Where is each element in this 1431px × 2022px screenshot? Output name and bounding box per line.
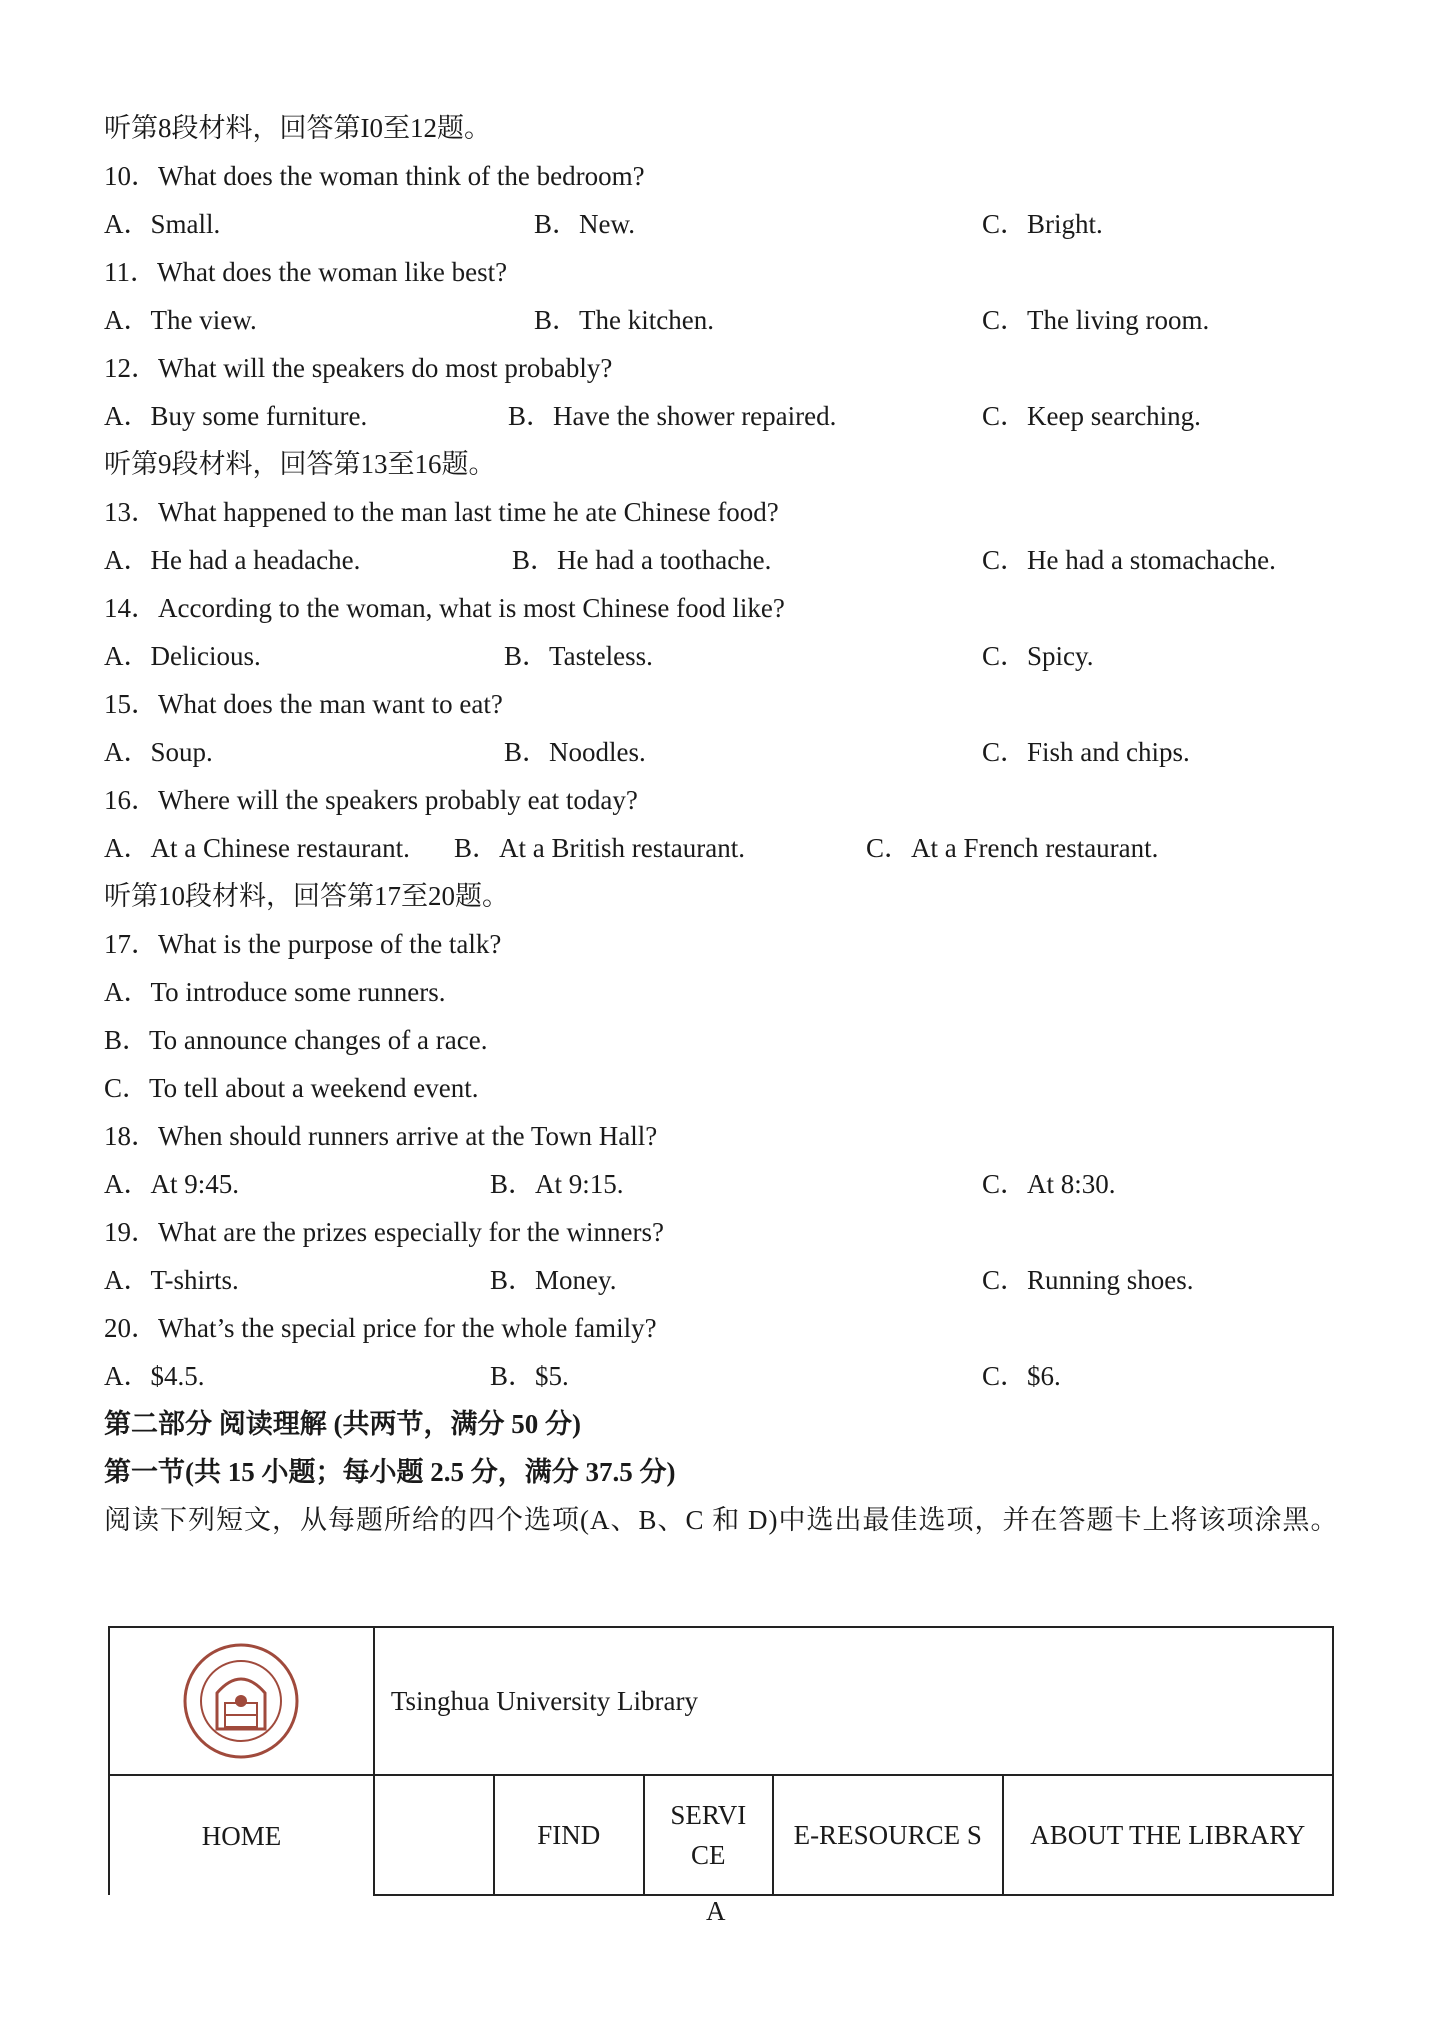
library-header-table	[108, 1626, 1334, 1896]
question-18-option-a: A．At 9:45.	[104, 1169, 239, 1199]
question-10-option-a: A．Small.	[104, 209, 221, 239]
question-19-stem: 19．What are the prizes especially for the winners?	[104, 1217, 665, 1247]
question-17-option-b: B．To announce changes of a race.	[104, 1025, 488, 1055]
part-2-instruction: 阅读下列短文，从每题所给的四个选项(A、B、C 和 D)中选出最佳选项，并在答题卡上将该项涂黑。	[104, 1505, 1339, 1535]
question-19-option-c: C．Running shoes.	[982, 1265, 1194, 1295]
question-10-option-b: B．New.	[534, 209, 635, 239]
question-16-stem: 16．Where will the speakers probably eat today?	[104, 785, 638, 815]
library-logo-cell	[109, 1627, 374, 1775]
nav-about-the-library[interactable]: ABOUT THE LIBRARY	[1003, 1775, 1334, 1895]
question-11-stem: 11．What does the woman like best?	[104, 257, 508, 287]
question-20-stem: 20．What’s the special price for the whole family?	[104, 1313, 657, 1343]
question-13-option-c: C．He had a stomachache.	[982, 545, 1276, 575]
question-17-option-a: A．To introduce some runners.	[104, 977, 446, 1007]
question-11-option-a: A．The view.	[104, 305, 257, 335]
nav-blank	[374, 1775, 494, 1895]
question-12-option-b: B．Have the shower repaired.	[508, 401, 837, 431]
nav-home[interactable]: HOME	[109, 1775, 374, 1895]
question-12-stem: 12．What will the speakers do most probably?	[104, 353, 613, 383]
section-9-heading: 听第9段材料，回答第13至16题。	[104, 449, 496, 479]
question-10-stem: 10．What does the woman think of the bedroom?	[104, 161, 645, 191]
question-20-option-a: A．$4.5.	[104, 1361, 205, 1391]
question-11-option-b: B．The kitchen.	[534, 305, 714, 335]
question-18-stem: 18．When should runners arrive at the Town Hall?	[104, 1121, 658, 1151]
part-2-heading: 第二部分 阅读理解 (共两节，满分 50 分)	[104, 1409, 581, 1439]
passage-label: A	[706, 1896, 726, 1926]
question-13-option-b: B．He had a toothache.	[512, 545, 772, 575]
question-19-option-b: B．Money.	[490, 1265, 617, 1295]
nav-service[interactable]: SERVI CE	[644, 1775, 773, 1895]
nav-find[interactable]: FIND	[494, 1775, 644, 1895]
question-17-option-c: C．To tell about a weekend event.	[104, 1073, 479, 1103]
section-10-heading: 听第10段材料，回答第17至20题。	[104, 881, 509, 911]
question-16-option-c: C．At a French restaurant.	[866, 833, 1159, 863]
question-14-option-c: C．Spicy.	[982, 641, 1094, 671]
question-20-option-b: B．$5.	[490, 1361, 569, 1391]
section-8-heading: 听第8段材料，回答第I0至12题。	[104, 113, 491, 143]
question-11-option-c: C．The living room.	[982, 305, 1210, 335]
question-15-option-b: B．Noodles.	[504, 737, 646, 767]
question-14-stem: 14．According to the woman, what is most Chinese food like?	[104, 593, 785, 623]
question-15-option-a: A．Soup.	[104, 737, 213, 767]
question-15-stem: 15．What does the man want to eat?	[104, 689, 503, 719]
question-16-option-a: A．At a Chinese restaurant.	[104, 833, 410, 863]
question-13-option-a: A．He had a headache.	[104, 545, 361, 575]
question-20-option-c: C．$6.	[982, 1361, 1061, 1391]
question-18-option-c: C．At 8:30.	[982, 1169, 1116, 1199]
library-seal-icon	[181, 1641, 301, 1761]
question-18-option-b: B．At 9:15.	[490, 1169, 624, 1199]
question-19-option-a: A．T-shirts.	[104, 1265, 239, 1295]
question-10-option-c: C．Bright.	[982, 209, 1103, 239]
question-16-option-b: B．At a British restaurant.	[454, 833, 745, 863]
question-12-option-c: C．Keep searching.	[982, 401, 1201, 431]
question-14-option-b: B．Tasteless.	[504, 641, 653, 671]
part-2-section-1-heading: 第一节(共 15 小题；每小题 2.5 分，满分 37.5 分)	[104, 1457, 676, 1487]
question-12-option-a: A．Buy some furniture.	[104, 401, 368, 431]
question-13-stem: 13．What happened to the man last time he ate Chinese food?	[104, 497, 779, 527]
question-14-option-a: A．Delicious.	[104, 641, 261, 671]
question-15-option-c: C．Fish and chips.	[982, 737, 1190, 767]
library-title: Tsinghua University Library	[374, 1627, 1333, 1775]
nav-e-resources[interactable]: E-RESOURCE S	[773, 1775, 1003, 1895]
question-17-stem: 17．What is the purpose of the talk?	[104, 929, 502, 959]
